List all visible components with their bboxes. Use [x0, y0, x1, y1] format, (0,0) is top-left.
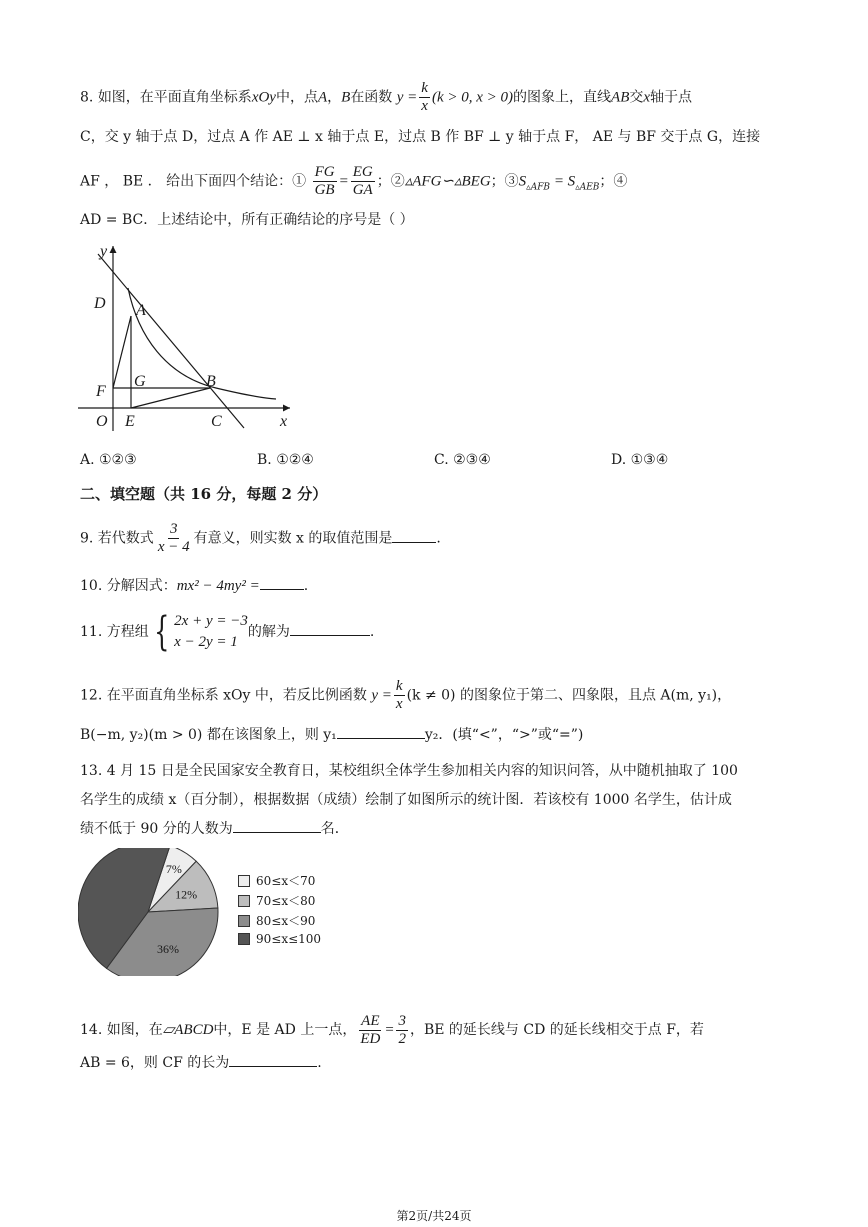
q8-option-a[interactable]: A. ①②③: [80, 452, 137, 468]
legend-item-3: [238, 912, 315, 929]
q8-line-2: C，交 y 轴于点 D，过点 A 作 AE ⊥ x 轴于点 E，过点 B 作 BF ⊥ y 轴于点 F， AE 与 BF 交于点 G，连接: [80, 129, 761, 145]
q9-answer-blank[interactable]: [392, 528, 436, 543]
q14-answer-blank[interactable]: [229, 1052, 317, 1067]
q10: 10. 分解因式：mx² − 4my² = .: [80, 575, 308, 597]
q12-answer-blank[interactable]: [337, 724, 425, 739]
q14-line-2: AB = 6，则 CF 的长为 .: [80, 1052, 322, 1074]
q8-line-3: AF ， BE ． 给出下面四个结论：① $\frac{FG}{GB}$ = $\frac{EG}{GA}$ ；②▵AFG∽▵BEG；$③S_{▵AFB} = S_{▵AEB}$；④: [80, 164, 628, 198]
q11: 11. 方程组 { 2x + y = −3 x − 2y = 1 的解为 .: [80, 609, 375, 655]
legend-swatch-4: [238, 933, 250, 945]
legend-item-4: [238, 932, 321, 946]
q8-line-1: 8. 如图，在平面直角坐标系xOy中，点A，B在函数 y = $\frac{k}{x}$ (k > 0, x > 0)的图象上，直线AB交x轴于点: [80, 80, 693, 114]
section-heading: 二、填空题（共 16 分，每题 2 分）: [80, 485, 328, 503]
q14-line-1: 14. 如图，在▱ABCD中，E 是 AD 上一点， $\frac{AE}{ED}$ = $\frac{3}{2}$ ，BE 的延长线与 CD 的延长线相交于点 F，若: [80, 1012, 704, 1047]
q12-line-2: B(−m, y₂)(m > 0) 都在该图象上，则 y₁ y₂．(填“<”，“>”或“=”): [80, 724, 583, 746]
q13-line-3: 绩不低于 90 分的人数为 名．: [80, 818, 349, 840]
label-y: y: [100, 243, 108, 260]
label-B: B: [206, 373, 216, 390]
label-D: D: [94, 295, 106, 312]
legend-item-2: [238, 892, 315, 909]
q10-answer-blank[interactable]: [260, 575, 304, 590]
pie-label-3: 36%: [157, 941, 180, 956]
q13-pie-chart: [78, 848, 223, 976]
q12-line-1: 12. 在平面直角坐标系 xOy 中，若反比例函数 y = $\frac{k}{x}$ (k ≠ 0) 的图象位于第二、四象限，且点 A(m, y₁)，: [80, 678, 732, 712]
q8-func-fraction: $\frac{k}{x}$: [421, 80, 428, 114]
q9: 9. 若代数式 $\frac{3}{x - 4}$ 有意义，则实数 x 的取值范围是 .: [80, 521, 441, 555]
q8-option-c[interactable]: C. ②③④: [434, 452, 491, 468]
label-G: G: [134, 373, 146, 390]
legend-label-3: 80≤x＜90: [256, 914, 316, 928]
pie-label-1: 7%: [165, 861, 182, 876]
q8-line-4: AD = BC．上述结论中，所有正确结论的序号是（ ）: [80, 212, 414, 228]
legend-swatch-3: [238, 915, 250, 927]
q11-answer-blank[interactable]: [290, 621, 370, 636]
legend-swatch-2: [238, 895, 250, 907]
label-x: x: [280, 413, 288, 430]
pie-label-2: 12%: [175, 887, 198, 902]
q13-line-2: 名学生的成绩 x（百分制），根据数据（成绩）绘制了如图所示的统计图．若该校有 1000 名学生，估计成: [80, 792, 732, 808]
label-E: E: [125, 413, 135, 430]
label-O: O: [96, 413, 108, 430]
legend-item-1: [238, 872, 315, 889]
q8-option-b[interactable]: B. ①②④: [257, 452, 314, 468]
legend-label-1: 60≤x＜70: [256, 874, 316, 888]
legend-label-2: 70≤x＜80: [256, 894, 316, 908]
q8-geometry-figure: [76, 236, 301, 436]
label-F: F: [96, 383, 106, 400]
q13-answer-blank[interactable]: [233, 818, 321, 833]
legend-label-4: 90≤x≤100: [256, 932, 322, 946]
label-C: C: [211, 413, 222, 430]
legend-swatch-1: [238, 875, 250, 887]
page-footer: 第2页/共24页: [396, 1209, 472, 1223]
q8-option-d[interactable]: D. ①③④: [611, 452, 669, 468]
q13-line-1: 13. 4 月 15 日是全民国家安全教育日，某校组织全体学生参加相关内容的知识问答，从中随机抽取了 100: [80, 763, 738, 779]
label-A: A: [136, 302, 146, 319]
